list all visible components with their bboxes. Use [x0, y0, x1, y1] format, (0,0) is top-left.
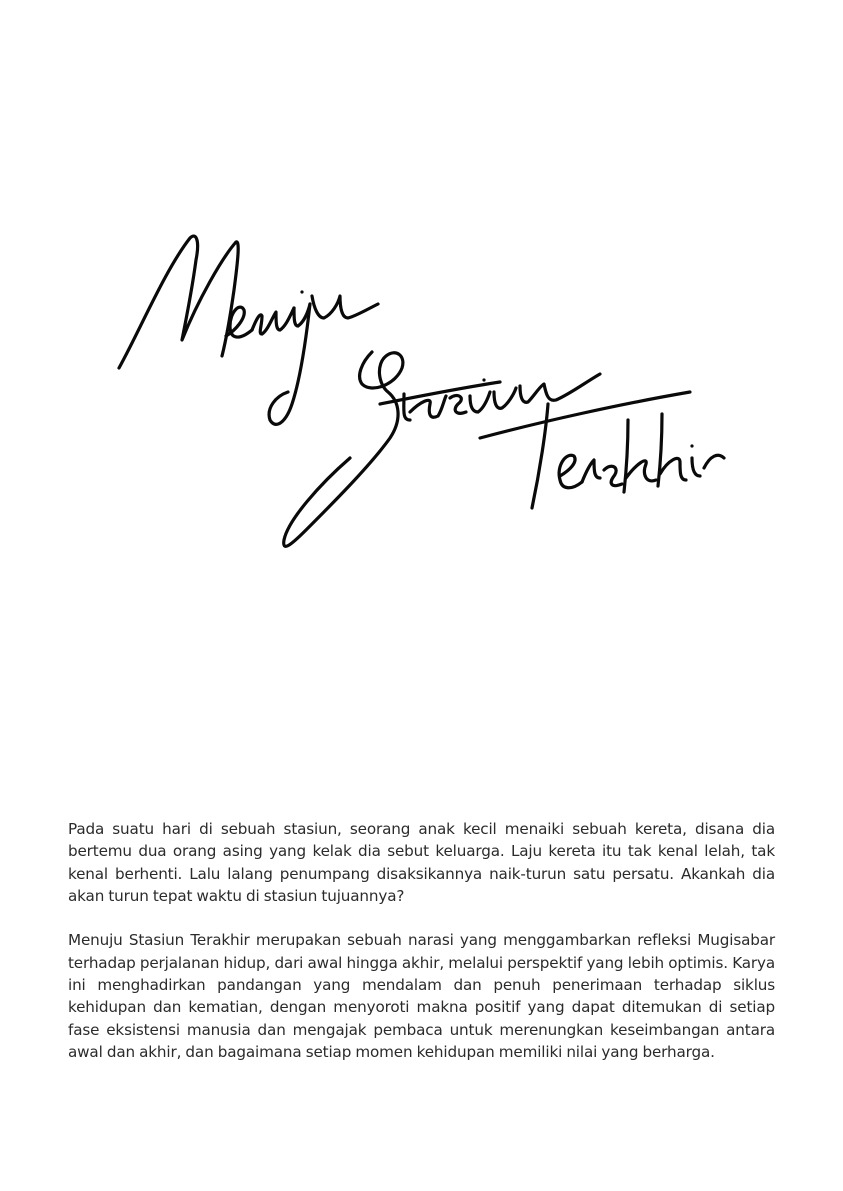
script-word-stasiun	[284, 352, 600, 546]
synopsis-paragraph-2: Menuju Stasiun Terakhir merupakan sebuah narasi yang menggambarkan refleksi Mugisabar terhadap perjalanan hidup, dari awal hingga akhir, melalui perspektif yang lebih optimis. Karya ini menghadirkan pandangan yang mendalam dan penuh penerimaan terhadap siklus kehidupan dan kematian, dengan menyoroti makna positif yang dapat ditemukan di setiap fase eksistensi manusia dan mengajak pembaca untuk merenungkan keseimbangan antara awal dan akhir, dan bagaimana setiap momen kehidupan memiliki nilai yang berharga.	[68, 931, 775, 1061]
synopsis	[68, 818, 775, 1086]
script-word-menuju	[119, 236, 378, 424]
script-word-terakhir	[480, 392, 724, 508]
synopsis-paragraph-1: Pada suatu hari di sebuah stasiun, seorang anak kecil menaiki sebuah kereta, disana dia bertemu dua orang asing yang kelak dia sebut keluarga. Laju kereta itu tak kenal lelah, tak kenal berhenti. Lalu lalang penumpang disaksikannya naik-turun satu persatu. Akankah dia akan turun tepat waktu di stasiun tujuannya?	[68, 820, 775, 905]
